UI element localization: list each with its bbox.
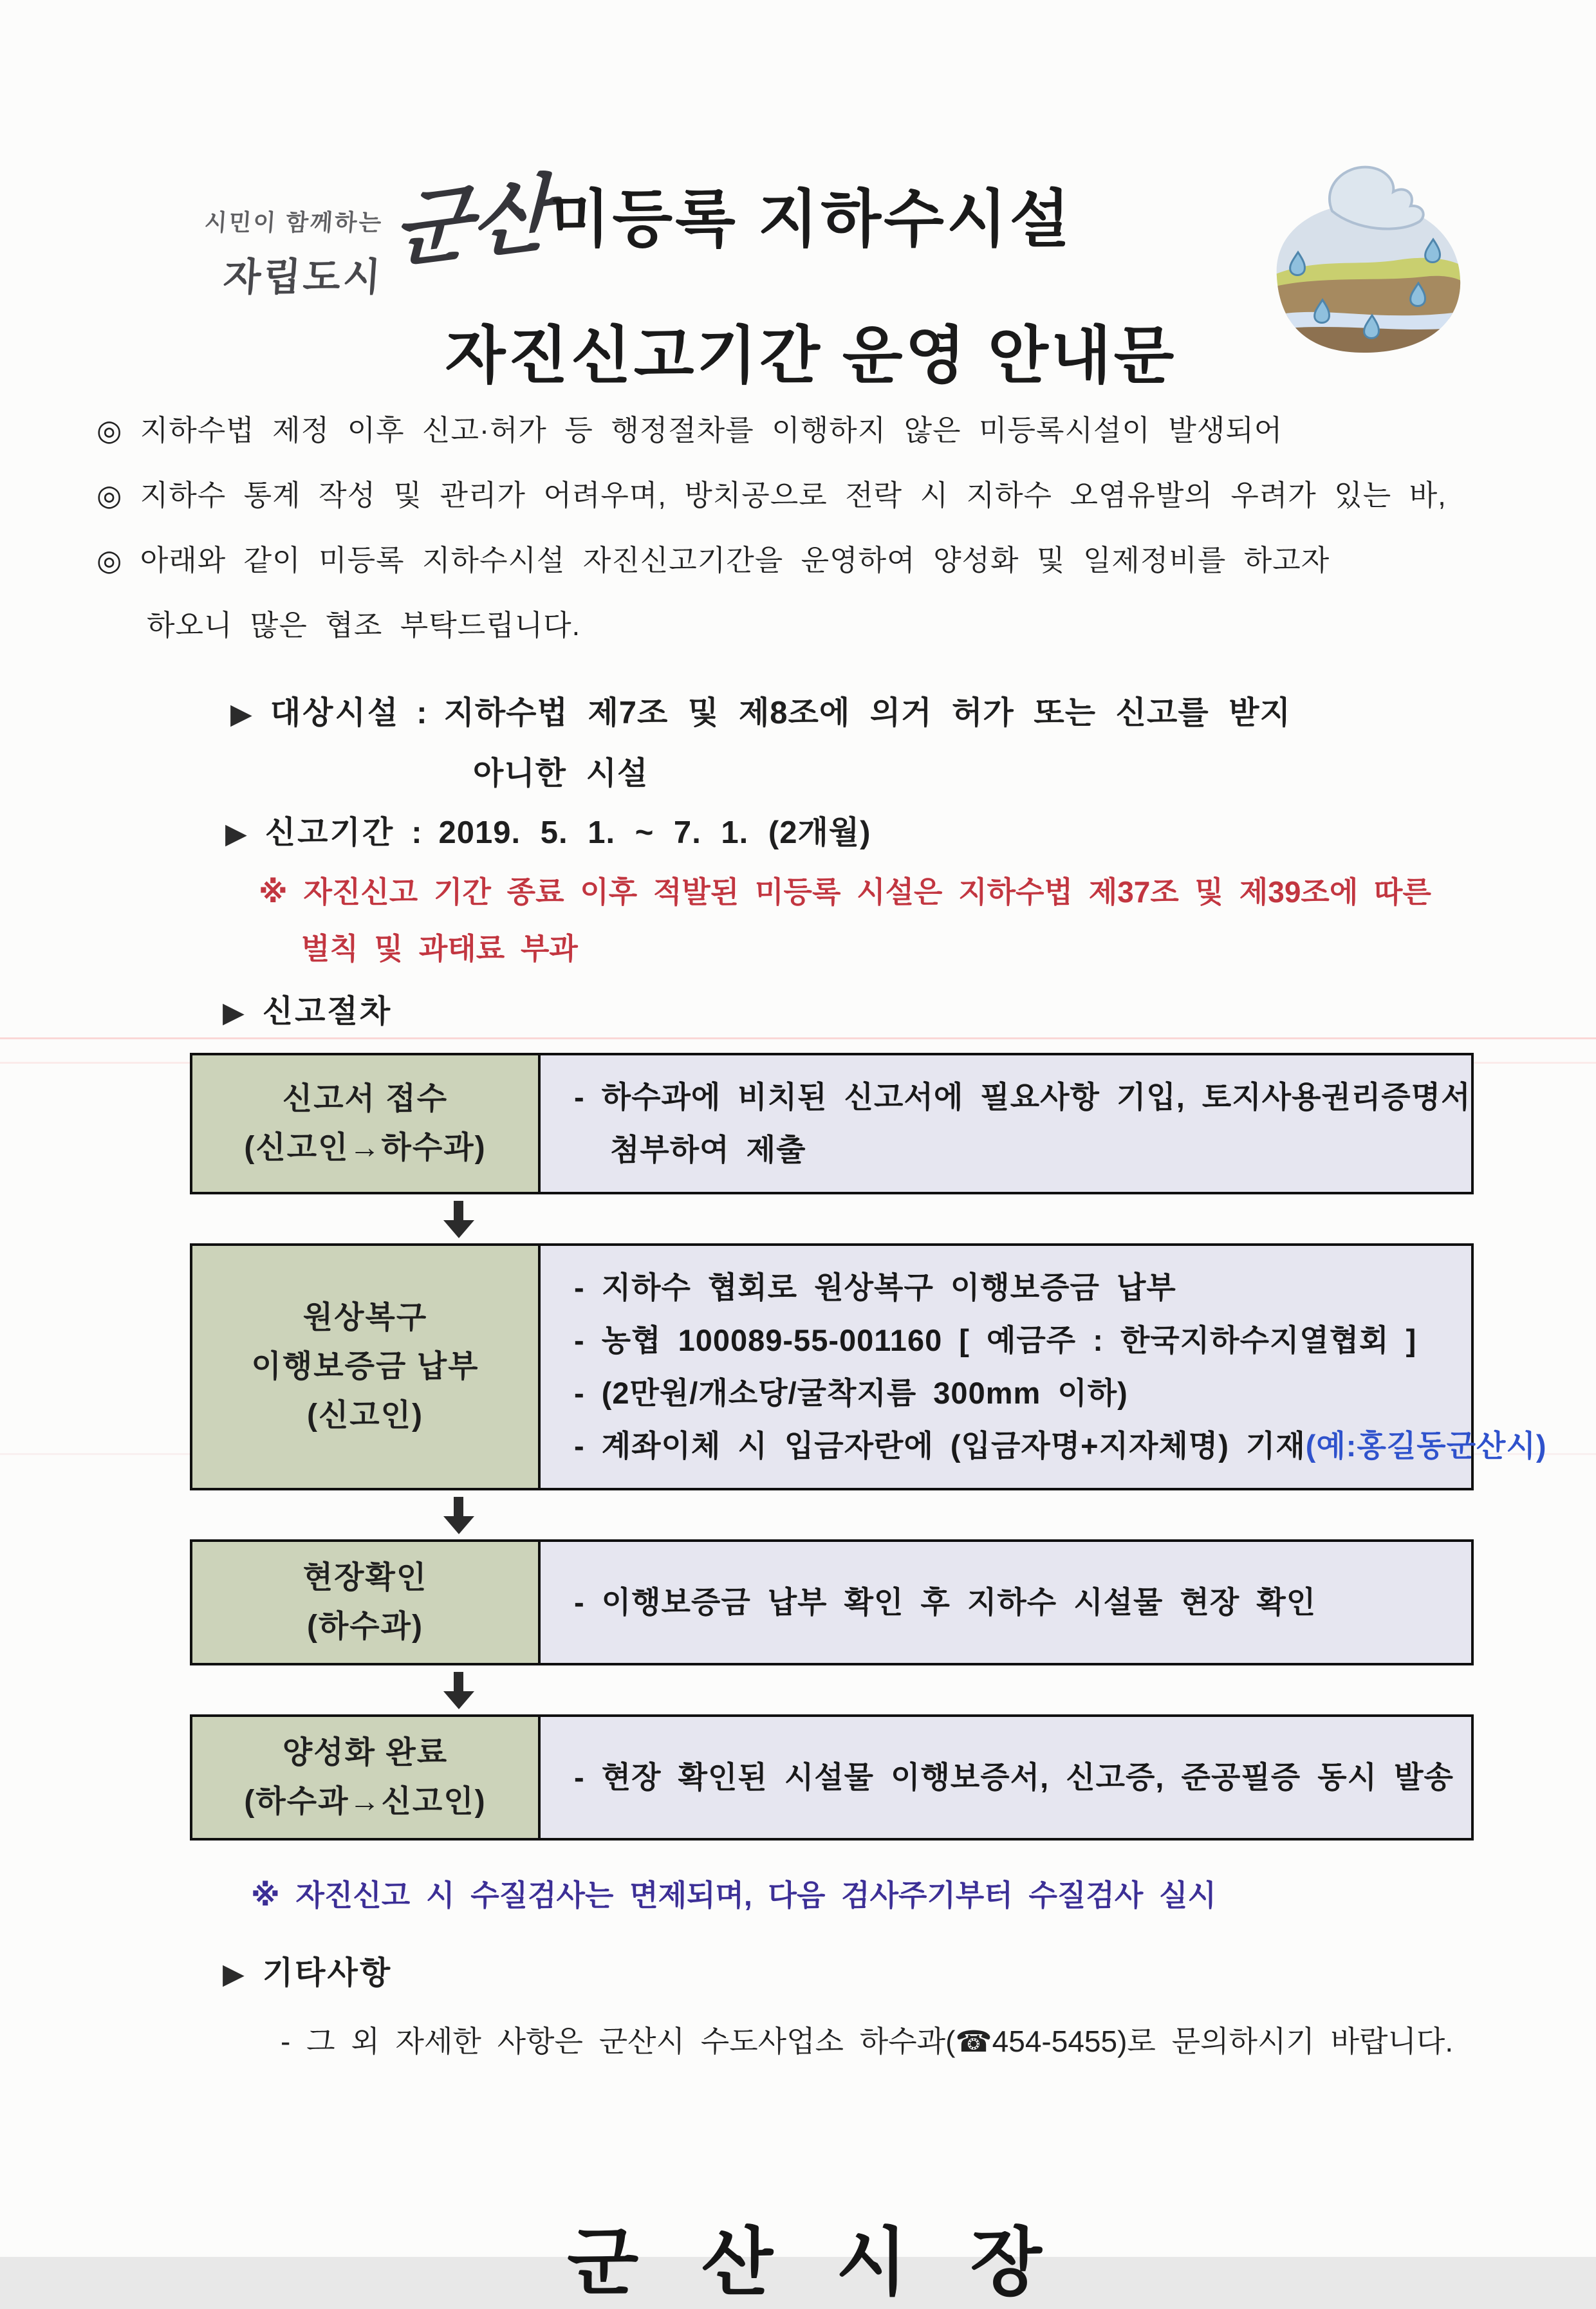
target-label: 대상시설 xyxy=(270,696,400,730)
detail-line: - (2만원/개소당/굴착지름 300mm 이하) xyxy=(574,1376,1128,1410)
triangle-bullet-icon: ▶ xyxy=(223,997,245,1028)
step-title-cell xyxy=(192,1246,541,1488)
detail-line: 첨부하여 제출 xyxy=(610,1133,806,1167)
detail-line: - 농협 100089-55-001160 [ 예금주 : 한국지하수지열협회 ] xyxy=(574,1323,1417,1357)
section-procedure xyxy=(97,981,1512,1044)
detail-line: - 하수과에 비치된 신고서에 필요사항 기입, 토지사용권리증명서 xyxy=(574,1080,1471,1114)
etc-label: 기타사항 xyxy=(262,1956,393,1990)
period-label: 신고기간 xyxy=(264,815,395,850)
water-quality-note: ※ 자진신고 시 수질검사는 면제되며, 다음 검사주기부터 수질검사 실시 xyxy=(251,1878,1216,1912)
period-value: 2019. 5. 1. ~ 7. 1. (2개월) xyxy=(438,815,871,850)
penalty-warning-line1: ※ 자진신고 기간 종료 이후 적발된 미등록 시설은 지하수법 제37조 및 제39조에 따른 xyxy=(259,875,1431,909)
intro-line-4: 하오니 많은 협조 부탁드립니다. xyxy=(147,609,581,642)
logo-calligraphy-gunsan: 군산 xyxy=(392,164,552,281)
procedure-step-row-3 xyxy=(190,1539,1474,1665)
flow-arrow-down-icon xyxy=(283,1194,634,1243)
step-title: 원상복구 xyxy=(302,1301,428,1335)
step-actors: (하수과) xyxy=(306,1609,424,1644)
target-colon: : xyxy=(416,696,427,730)
penalty-warning-line2: 벌칙 및 과태료 부과 xyxy=(301,932,578,965)
triangle-bullet-icon: ▶ xyxy=(230,698,252,730)
intro-line-3: ◎ 아래와 같이 미등록 지하수시설 자진신고기간을 운영하여 양성화 및 일제정비를 하고자 xyxy=(97,544,1330,577)
section-target-facilities xyxy=(97,683,1512,744)
flow-arrow-down-icon xyxy=(283,1490,634,1539)
section-etc xyxy=(97,1942,1512,2005)
step-title-cell xyxy=(192,1542,541,1663)
step-detail-cell xyxy=(541,1717,1473,1838)
step-title: 이행보증금 납부 xyxy=(251,1349,479,1384)
procedure-step-row-4 xyxy=(190,1714,1474,1841)
detail-line xyxy=(574,1420,1547,1472)
step-actors: (신고인→하수과) xyxy=(244,1131,487,1165)
step-title: 신고서 접수 xyxy=(282,1082,449,1116)
detail-line: - 지하수 협회로 원상복구 이행보증금 납부 xyxy=(574,1270,1176,1304)
step-detail-cell xyxy=(541,1246,1566,1488)
document-title xyxy=(360,164,1261,395)
triangle-bullet-icon: ▶ xyxy=(223,1958,245,1990)
step-detail-cell xyxy=(541,1055,1490,1192)
detail-line: - 현장 확인된 시설물 이행보증서, 신고증, 준공필증 동시 발송 xyxy=(574,1760,1454,1794)
intro-line-2: ◎ 지하수 통계 작성 및 관리가 어려우며, 방치공으로 전락 시 지하수 오염유발의 우려가 있는 바, xyxy=(97,479,1447,512)
document-body xyxy=(97,398,1547,2309)
section-report-period xyxy=(97,803,1512,864)
step-title: 양성화 완료 xyxy=(282,1736,449,1770)
mayor-signature: 군산시장 xyxy=(567,2221,1105,2304)
logo-city-type: 자립도시 xyxy=(221,255,385,299)
title-line-1: 미등록 지하수시설 xyxy=(549,184,1073,254)
step-title: 현장확인 xyxy=(302,1561,428,1595)
step-title-cell xyxy=(192,1717,541,1838)
target-text-line1: 지하수법 제7조 및 제8조에 의거 허가 또는 신고를 받지 xyxy=(443,696,1291,730)
detail-line: - 이행보증금 납부 확인 후 지하수 시설물 현장 확인 xyxy=(574,1585,1317,1619)
step-actors: (하수과→신고인) xyxy=(244,1785,487,1819)
logo-tagline: 시민이 함께하는 xyxy=(203,209,384,236)
procedure-flow-table xyxy=(190,1053,1547,1841)
intro-line-1: ◎ 지하수법 제정 이후 신고·허가 등 행정절차를 이행하지 않은 미등록시설이 발생되어 xyxy=(97,414,1283,447)
procedure-label: 신고절차 xyxy=(262,994,393,1029)
step-detail-cell xyxy=(541,1542,1471,1663)
target-text-line2: 아니한 시설 xyxy=(473,756,649,791)
step-title-cell xyxy=(192,1055,541,1192)
procedure-step-row-1 xyxy=(190,1053,1474,1194)
flow-arrow-down-icon xyxy=(283,1665,634,1714)
groundwater-illustration xyxy=(1237,149,1493,369)
contact-info-line: - 그 외 자세한 사항은 군산시 수도사업소 하수과(☎454-5455)로 문의하시기 바랍니다. xyxy=(281,2025,1454,2058)
step-actors: (신고인) xyxy=(306,1398,424,1433)
detail-example-highlight: (예:홍길동군산시) xyxy=(1305,1429,1547,1463)
period-colon: : xyxy=(411,815,422,850)
illustration-wave-icon xyxy=(1330,167,1424,229)
procedure-step-row-2 xyxy=(190,1243,1547,1490)
title-line-2: 자진신고기간 운영 안내문 xyxy=(445,320,1177,391)
triangle-bullet-icon: ▶ xyxy=(225,818,247,849)
detail-text: - 계좌이체 시 입금자란에 (입금자명+지자체명) 기재 xyxy=(574,1429,1306,1463)
